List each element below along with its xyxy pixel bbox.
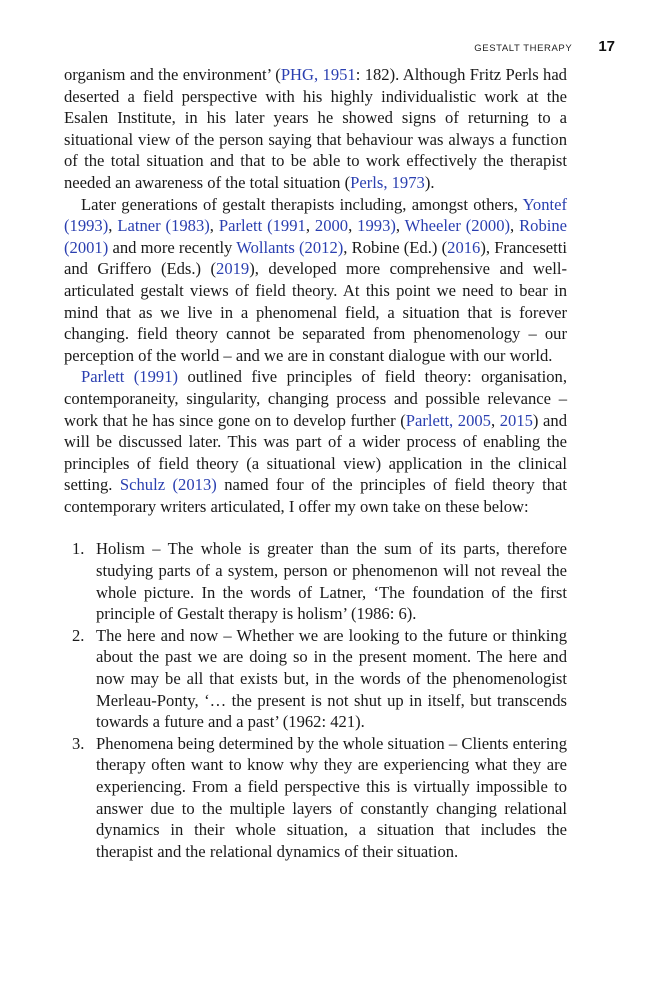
running-title: GESTALT THERAPY bbox=[474, 43, 573, 54]
paragraph-text: outlined five principles of field theory: organisation, contemporaneity, singularity, changing process and possible relevance – work that he has since gone on to develop further ( bbox=[64, 367, 567, 430]
citation-link[interactable]: Schulz (2013) bbox=[119, 475, 217, 495]
paragraph-text: and more recently bbox=[108, 237, 237, 257]
citation-link[interactable]: 2015 bbox=[499, 410, 533, 430]
body-text bbox=[64, 64, 567, 862]
list-item bbox=[64, 733, 567, 863]
separator: , bbox=[490, 410, 500, 430]
citation-link[interactable]: Yontef (1993) bbox=[64, 194, 567, 236]
list-number: 1. bbox=[72, 539, 85, 559]
paragraph-1 bbox=[64, 64, 567, 194]
paragraph-text: ). bbox=[424, 172, 435, 192]
separator: , bbox=[395, 216, 405, 236]
list-item-text: Holism – The whole is greater than the sum of its parts, therefore studying parts of a system, person or phenomenon will not reveal the whole picture. In the words of Latner, ‘The foundation of the first principle of Gestalt therapy is holism’ (1986: 6). bbox=[96, 539, 567, 624]
list-item bbox=[64, 538, 567, 624]
paragraph-text: Later generations of gestalt therapists including, amongst others, bbox=[81, 194, 523, 214]
list-number: 2. bbox=[72, 625, 85, 645]
citation-link[interactable]: Parlett (1991 bbox=[218, 216, 306, 236]
paragraph-text: , Robine (Ed.) ( bbox=[343, 237, 448, 257]
separator: , bbox=[305, 216, 315, 236]
paragraph-text: ), developed more comprehensive and well-articulated gestalt views of field theory. At this point we need to bear in mind that as we live in a phenomenal field, a situation that is forever changing. field theory cannot be separated from phenomenology – our perception of the world – and we are in constant dialogue with our world. bbox=[64, 259, 567, 365]
page-number: 17 bbox=[598, 38, 615, 55]
citation-link[interactable]: 2000 bbox=[314, 216, 349, 236]
citation-link[interactable]: Perls, 1973 bbox=[350, 172, 425, 192]
paragraph-text: ) and will be discussed later. This was part of a wider process of enabling the principles of field theory (a situational view) application in the clinical setting. bbox=[64, 410, 567, 495]
separator: , bbox=[108, 216, 118, 236]
paragraph-3 bbox=[64, 366, 567, 517]
citation-link[interactable]: Robine (2001) bbox=[64, 216, 568, 257]
list-number: 3. bbox=[72, 733, 85, 753]
list-item-text: Phenomena being determined by the whole situation – Clients entering therapy often want to know why they are experiencing what they are experiencing. From a field perspective this is virtually impossible to answer due to the multiple layers of constantly changing relational dynamics in their whole situation, a situation that includes the therapist and the relational dynamics of their situation. bbox=[96, 733, 567, 861]
citation-link[interactable]: Parlett, 2005 bbox=[405, 410, 491, 430]
separator: , bbox=[209, 216, 219, 236]
list-item bbox=[64, 625, 567, 733]
paragraph-text: named four of the principles of field theory that contemporary writers articulated, I offer my own take on these below: bbox=[64, 475, 568, 516]
paragraph-text: organism and the environment’ ( bbox=[64, 65, 281, 84]
citation-link[interactable]: Wollants (2012) bbox=[236, 237, 344, 257]
paragraph-text: ), Francesetti and Griffero (Eds.) ( bbox=[64, 237, 568, 279]
citation-link[interactable]: PHG, 1951 bbox=[280, 65, 356, 84]
list-item-text: The here and now – Whether we are looking to the future or thinking about the past we are doing so in the present moment. The here and now may be all that exists but, in the words of the phenomenologist Merleau-Ponty, ‘… the present is not shut up in itself, but transcends towards a future and a past’ (1962: 421). bbox=[96, 625, 567, 732]
citation-link[interactable]: 1993) bbox=[357, 216, 396, 236]
running-head bbox=[474, 38, 615, 55]
paragraph-text: : 182). Although Fritz Perls had deserted a field perspective with his highly individualistic work at the Esalen Institute, in his later years he showed signs of returning to a situational view of the person saying that behaviour was always a function of the total situation and that to be able to work effectively the therapist needed an awareness of the total situation ( bbox=[64, 65, 567, 192]
paragraph-2 bbox=[64, 194, 567, 367]
citation-link[interactable]: 2016 bbox=[447, 237, 481, 257]
separator: , bbox=[510, 216, 520, 236]
citation-link[interactable]: Latner (1983) bbox=[117, 216, 210, 236]
citation-link[interactable]: Wheeler (2000) bbox=[404, 216, 511, 236]
principles-list bbox=[64, 538, 567, 862]
separator: , bbox=[348, 216, 358, 236]
citation-link[interactable]: Parlett (1991) bbox=[81, 367, 179, 387]
citation-link[interactable]: 2019 bbox=[216, 259, 250, 279]
